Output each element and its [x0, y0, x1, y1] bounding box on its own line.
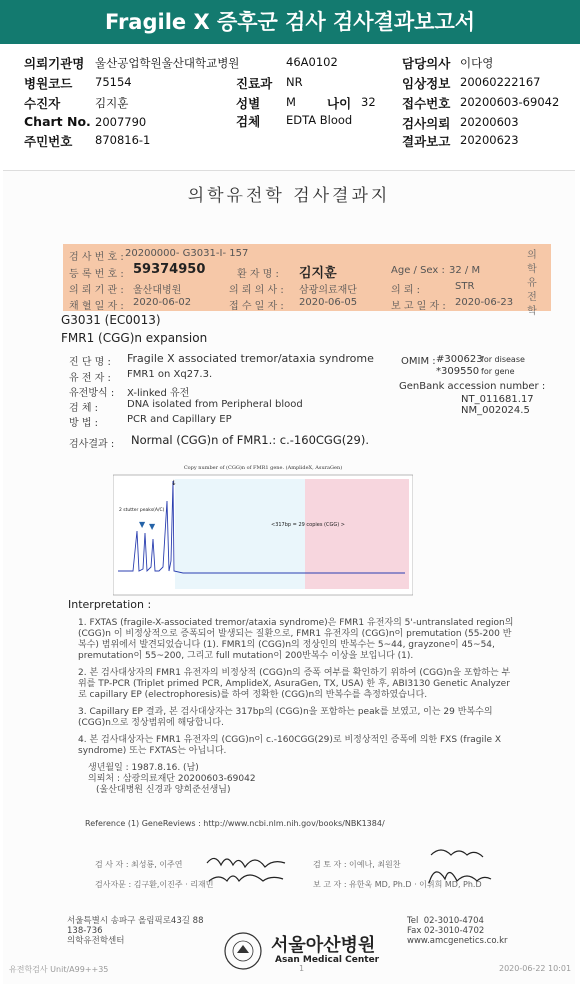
band-agesex-label: Age / Sex : — [391, 265, 445, 276]
dept-label: 진료과 — [236, 76, 273, 91]
patient-label: 수진자 — [24, 96, 61, 111]
tester: 검 사 자 : 최성룡, 이주연 — [95, 860, 183, 869]
gene-value: FMR1 on Xq27.3. — [127, 369, 213, 380]
receipt-label: 접수번호 — [402, 96, 451, 111]
clinical-value: 20060222167 — [460, 75, 541, 89]
band-report: 2020-06-23 — [455, 297, 514, 308]
footer-right: 2020-06-22 10:01 — [499, 964, 572, 973]
test-name: FMR1 (CGG)n expansion — [61, 331, 208, 345]
request-value: 20200603 — [460, 115, 519, 129]
rrn-value: 870816-1 — [95, 133, 151, 147]
omim-disease-note: for disease — [481, 355, 525, 364]
genbank-label: GenBank accession number : — [399, 381, 546, 392]
diag-label: 진 단 명 : — [69, 357, 111, 368]
dob-line: 생년월일 : 1987.8.16. (남) — [88, 763, 199, 773]
report-date-value: 20200623 — [460, 133, 519, 147]
institution-value: 울산공업학원울산대학교병원 — [95, 56, 240, 70]
electropherogram-svg — [113, 461, 413, 596]
reviewer: 검 토 자 : 이예나, 최원찬 — [313, 860, 401, 869]
inherit-label: 유전방식 : — [69, 388, 115, 399]
footer-page: 1 — [299, 964, 305, 973]
band-agesex: 32 / M — [449, 265, 481, 276]
band-receive-label: 접 수 일 자 : — [229, 301, 284, 312]
header-info — [0, 48, 580, 158]
address: 서울특별시 송파구 올림픽로43길 88 138-736 의학유전학센터 — [67, 916, 204, 946]
band-reg-no-label: 등 록 번 호 : — [69, 269, 124, 280]
genbank-1: NT_011681.17 — [461, 394, 534, 405]
band-test-no: 20200000- G3031-I- 157 — [125, 248, 249, 259]
result-document — [3, 170, 575, 984]
band-patient: 김지훈 — [299, 266, 337, 281]
patient-value: 김지훈 — [95, 96, 129, 110]
interp-para-3: 3. Capillary EP 결과, 본 검사대상자는 317bp의 (CGG)n을 포함하는 peak를 보였고, 이는 29 반복수의 (CGG)n으로 정상범위에 해당합니다. — [78, 707, 493, 728]
ward-value: 46A0102 — [286, 55, 338, 69]
peak-arrow-icon: ↓ — [171, 479, 177, 487]
spec-value: DNA isolated from Peripheral blood — [127, 399, 303, 410]
side-label: 의 학 유 전 학 — [527, 250, 537, 317]
chart-label: Chart No. — [24, 114, 91, 129]
premutation-region — [305, 479, 409, 589]
inherit-value: X-linked 유전 — [127, 388, 190, 399]
band-method: STR — [455, 281, 475, 292]
contact: Tel 02-3010-4704 Fax 02-3010-4702 www.amcgenetics.co.kr — [407, 916, 508, 946]
result-label: 검사결과 : — [69, 439, 115, 450]
test-code: G3031 (EC0013) — [61, 313, 161, 327]
receipt-value: 20200603-69042 — [460, 95, 560, 109]
band-test-no-label: 검 사 번 호 : — [69, 252, 124, 263]
rrn-label: 주민번호 — [24, 134, 73, 149]
omim-gene: *309550 — [436, 366, 480, 377]
band-method-label: 의 뢰 : — [391, 285, 421, 296]
doctor-value: 이다영 — [460, 56, 494, 70]
stutter-arrow-icon: ▼ — [139, 520, 146, 529]
patient-band — [63, 244, 551, 311]
org-line: 의뢰처 : 삼광의료재단 20200603-69042 — [88, 774, 256, 784]
reporter: 보 고 자 : 유한욱 MD, Ph.D · 이위희 MD, Ph.D — [313, 880, 482, 889]
interpretation — [68, 598, 518, 796]
gene-label: 유 전 자 : — [69, 373, 111, 384]
report-title: Fragile X 증후군 검사 검사결과보고서 — [0, 0, 580, 44]
reference: Reference (1) GeneReviews : http://www.ncbi.nlm.nih.gov/books/NBK1384/ — [85, 819, 385, 828]
advisor: 검사자문 : 김구환,이진주 · 리재민 — [95, 880, 214, 889]
foundation-seal-icon — [223, 931, 263, 971]
org-line-2: (울산대병원 신경과 양희준선생님) — [96, 785, 231, 795]
sex-value: M — [286, 95, 296, 109]
footer-left: 유전학검사 Unit/A99++35 — [9, 965, 109, 974]
hospital-name: 서울아산병원 — [271, 935, 376, 956]
institution-label: 의뢰기관명 — [24, 56, 85, 71]
interp-para-1: 1. FXTAS (fragile-X-associated tremor/ataxia syndrome)은 FMR1 유전자의 5'-untranslated region의 (CGG)n 이 비정상적으로 증폭되어 발생되는 질환으로, FMR1 유전자의 (CGG)n이 premutation (55-200 반복수) 범위에서 발견되었습니다 (1). FMR1의 (CGG)n의 정상인의 반복수는 5~44, grayzone이 45~54, premutation이 55~200, 그리고 full mutation이 200반복수 이상을 보입니다 (1). — [78, 618, 514, 661]
document-title: 의학유전학 검사결과지 — [187, 186, 391, 206]
normal-region — [175, 479, 305, 589]
electropherogram — [113, 461, 413, 596]
band-req-org-label: 의 뢰 의 사 : — [229, 285, 284, 296]
band-reg-no: 59374950 — [133, 262, 206, 277]
chart-title: Copy number of (CGG)n of FMR1 gene. (AmplideX, AsuraGen) — [183, 465, 343, 471]
signature-image-2 — [421, 843, 501, 895]
interp-title: Interpretation : — [68, 598, 152, 611]
specimen-value: EDTA Blood — [286, 113, 353, 127]
hospital-code-label: 병원코드 — [24, 76, 73, 91]
hospital-code-value: 75154 — [95, 75, 132, 89]
band-collect: 2020-06-02 — [133, 297, 192, 308]
doctor-label: 담당의사 — [402, 56, 451, 71]
sex-label: 성별 — [236, 96, 261, 111]
stutter-arrow-icon-2: ▼ — [149, 522, 156, 531]
interp-para-2: 2. 본 검사대상자의 FMR1 유전자의 비정상적 (CGG)n의 증폭 여부를 확인하기 위하여 (CGG)n을 포함하는 부위를 TP-PCR (Triplet primed PCR, AmplideX, AsuraGen, TX, USA) 한 후, ABI3130 Genetic Analyzer로 capillary EP (electrophoresis)를 하여 정확한 (CGG)n의 반복수를 측정하였습니다. — [78, 668, 511, 700]
method-value: PCR and Capillary EP — [127, 414, 232, 425]
request-label: 검사의뢰 — [402, 116, 451, 131]
omim-disease: #300623 — [436, 354, 483, 365]
genbank-2: NM_002024.5 — [461, 405, 530, 416]
age-label: 나이 — [327, 96, 352, 111]
method-label: 방 법 : — [69, 418, 99, 429]
age-value: 32 — [361, 95, 376, 109]
signature-image-1 — [203, 845, 303, 891]
band-report-label: 보 고 일 자 : — [391, 301, 446, 312]
clinical-label: 임상정보 — [402, 76, 451, 91]
omim-label: OMIM : — [401, 356, 436, 367]
hospital-name-en: Asan Medical Center — [275, 955, 380, 965]
omim-gene-note: for gene — [481, 367, 515, 376]
report-date-label: 결과보고 — [402, 134, 451, 149]
specimen-label: 검체 — [236, 114, 261, 129]
band-req-inst: 울산대병원 — [133, 285, 182, 296]
result-value: Normal (CGG)n of FMR1.: c.-160CGG(29). — [131, 433, 369, 447]
peak-annotation: <317bp = 29 copies (CGG) > — [271, 522, 345, 528]
band-collect-label: 채 혈 일 자 : — [69, 301, 124, 312]
band-patient-label: 환 자 명 : — [237, 269, 279, 280]
interp-para-4: 4. 본 검사대상자는 FMR1 유전자의 (CGG)n이 c.-160CGG(29)로 비정상적인 증폭에 의한 FXS (fragile X syndrome) 또는 FXTAS는 아닙니다. — [78, 735, 502, 756]
band-receive: 2020-06-05 — [299, 297, 358, 308]
band-req-inst-label: 의 뢰 기 관 : — [69, 285, 124, 296]
dept-value: NR — [286, 75, 303, 89]
diag-value: Fragile X associated tremor/ataxia syndrome — [127, 352, 374, 365]
band-req-org: 삼광의료재단 — [299, 285, 357, 296]
left-annotation: 2 stutter peaks(A/C) — [119, 508, 165, 513]
spec-label: 검 체 : — [69, 403, 99, 414]
chart-value: 2007790 — [95, 115, 147, 129]
